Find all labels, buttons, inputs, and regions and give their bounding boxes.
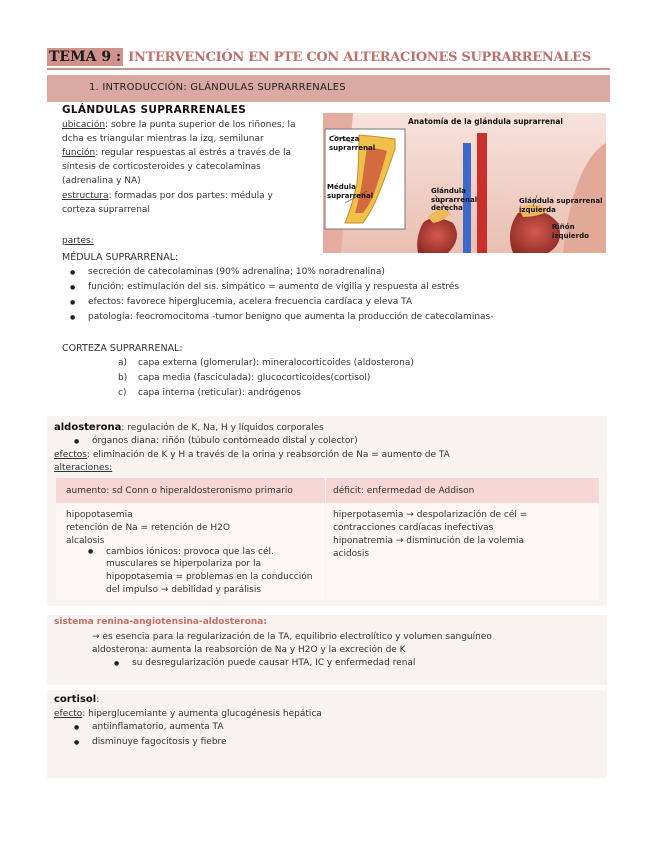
list-item: ● disminuye fagocitosis y fiebre bbox=[74, 735, 227, 750]
deficit-line: hiperpotasemia → despolarización de cél = bbox=[333, 510, 528, 520]
list-text: capa media (fasciculada): glucocorticoides(cortisol) bbox=[138, 373, 371, 383]
ubicacion-line-2: dcha es triangular mientras la izq, semilunar bbox=[62, 134, 264, 144]
deficit-line: hiponatremia → disminución de la volemia bbox=[333, 536, 524, 546]
aumento-line: hipopotasemia bbox=[66, 510, 133, 520]
list-marker: a) bbox=[118, 358, 128, 368]
label-medula-2: suprarrenal bbox=[327, 191, 374, 200]
efectos-line bbox=[54, 448, 450, 462]
medula-heading: MÉDULA SUPRARRENAL: bbox=[62, 252, 179, 263]
label-corteza-1: Corteza bbox=[329, 135, 360, 143]
section-heading-bar bbox=[47, 75, 610, 102]
estructura-key: estructura bbox=[62, 191, 109, 201]
aldosterona-list bbox=[74, 434, 358, 449]
glandulas-heading: GLÁNDULAS SUPRARRENALES bbox=[62, 104, 247, 116]
list-item: ● función: estimulación del sis. simpático = aumento de vigilia y respuesta al estrés bbox=[70, 280, 493, 295]
funcion-line bbox=[62, 146, 291, 160]
list-item: ● cambios iónicos: provoca que las cél. bbox=[88, 546, 274, 559]
aumento-bullet-cont: del impulso → debilidad y parálisis bbox=[106, 585, 262, 595]
list-item bbox=[118, 386, 301, 400]
efectos-text: : eliminación de K y H a través de la orina y reabsorción de Na = aumento de TA bbox=[86, 450, 450, 460]
title-divider bbox=[47, 68, 610, 70]
raas-line-2: aldosterona: aumenta la reabsorción de Na y H2O y la excreción de K bbox=[92, 645, 406, 655]
efecto-key: efecto bbox=[54, 709, 83, 719]
funcion-line-2: síntesis de corticosteroides y catecolaminas bbox=[62, 162, 261, 172]
label-derecha-2: suprarrenal bbox=[431, 195, 478, 204]
deficit-heading: déficit: enfermedad de Addison bbox=[333, 486, 475, 496]
label-derecha-3: derecha bbox=[431, 204, 463, 212]
label-derecha bbox=[431, 187, 477, 213]
funcion-text: : regular respuestas al estrés a través de la bbox=[95, 148, 292, 158]
tema-title: INTERVENCIÓN EN PTE CON ALTERACIONES SUPRARRENALES bbox=[128, 50, 591, 65]
label-rinon-1: Riñón bbox=[552, 223, 575, 231]
aldosterona-title: aldosterona bbox=[54, 422, 122, 433]
medula-list bbox=[70, 265, 493, 325]
cortisol-list bbox=[74, 720, 227, 750]
page-title bbox=[47, 46, 607, 70]
label-rinon bbox=[552, 223, 589, 240]
section-heading: 1. INTRODUCCIÓN: GLÁNDULAS SUPRARRENALES bbox=[89, 82, 346, 93]
label-corteza bbox=[329, 135, 375, 152]
list-marker: b) bbox=[118, 373, 128, 383]
list-marker: c) bbox=[118, 388, 127, 398]
estructura-line-2: corteza suprarrenal bbox=[62, 205, 150, 215]
list-item: ● su desregularización puede causar HTA, IC y enfermedad renal bbox=[114, 656, 415, 671]
list-item: ● órganos diana: riñón (túbulo contorneado distal y colector) bbox=[74, 434, 358, 449]
list-item: ● efectos: favorece hiperglucemia, acelera frecuencia cardíaca y eleva TA bbox=[70, 295, 493, 310]
tema-label: TEMA 9 : bbox=[49, 49, 122, 65]
list-item: ● patología: feocromocitoma -tumor benigno que aumenta la producción de catecolaminas- bbox=[70, 310, 493, 325]
label-medula bbox=[327, 183, 373, 200]
list-text: capa externa (glomerular): mineralocorticoides (aldosterona) bbox=[138, 358, 414, 368]
estructura-line bbox=[62, 189, 273, 203]
estructura-text: : formadas por dos partes: médula y bbox=[108, 191, 273, 201]
cortisol-line bbox=[54, 693, 99, 707]
cortisol-colon: : bbox=[96, 695, 100, 705]
raas-title: sistema renina-angiotensina-aldosterona: bbox=[54, 617, 267, 627]
aumento-line: retención de Na = retención de H2O bbox=[66, 523, 230, 533]
efectos-key: efectos bbox=[54, 450, 87, 460]
list-item bbox=[118, 356, 414, 370]
list-item: ● secreción de catecolaminas (90% adrenalina; 10% noradrenalina) bbox=[70, 265, 493, 280]
cortisol-title: cortisol bbox=[54, 694, 97, 705]
ubicacion-text: : sobre la punta superior de los riñones; la bbox=[105, 120, 296, 130]
anatomy-title: Anatomía de la glándula suprarrenal bbox=[408, 117, 563, 126]
label-derecha-1: Glándula bbox=[431, 187, 466, 195]
label-corteza-2: suprarrenal bbox=[329, 143, 376, 152]
label-izquierda bbox=[519, 197, 603, 214]
aumento-heading: aumento: sd Conn o hiperaldosteronismo primario bbox=[66, 486, 293, 496]
list-text: capa interna (reticular): andrógenos bbox=[138, 388, 301, 398]
funcion-key: función bbox=[62, 148, 96, 158]
label-rinon-2: izquierdo bbox=[552, 231, 589, 240]
raas-list bbox=[114, 656, 415, 671]
alteraciones-label: alteraciones: bbox=[54, 463, 113, 473]
aumento-line: alcalosis bbox=[66, 536, 105, 546]
adrenal-anatomy-image bbox=[323, 113, 606, 253]
partes-label: partes: bbox=[62, 236, 94, 246]
aumento-bullet-list bbox=[88, 546, 274, 559]
label-izquierda-2: izquierda bbox=[519, 205, 556, 214]
ubicacion-key: ubicación bbox=[62, 120, 106, 130]
deficit-line: acidosis bbox=[333, 549, 370, 559]
raas-line-1: → es esencia para la regularización de la TA, equilibrio electrolítico y volumen sanguíneo bbox=[92, 632, 492, 642]
label-izquierda-1: Glándula suprarrenal bbox=[519, 197, 603, 205]
list-item bbox=[118, 371, 370, 385]
corteza-heading: CORTEZA SUPRARRENAL: bbox=[62, 343, 183, 354]
label-medula-1: Médula bbox=[327, 183, 356, 191]
funcion-line-3: (adrenalina y NA) bbox=[62, 176, 141, 186]
aumento-bullet-cont: hipopotasemia = problemas en la conducción bbox=[106, 572, 313, 582]
aldosterona-desc: : regulación de K, Na, H y líquidos corporales bbox=[121, 423, 324, 433]
deficit-line: contracciones cardíacas inefectivas bbox=[333, 523, 494, 533]
efecto-text: : hiperglucemiante y aumenta glucogénesis hepática bbox=[82, 709, 322, 719]
aumento-bullet-cont: musculares se hiperpolariza por la bbox=[106, 559, 261, 569]
ubicacion-line bbox=[62, 118, 295, 132]
list-item: ● antiinflamatorio, aumenta TA bbox=[74, 720, 227, 735]
